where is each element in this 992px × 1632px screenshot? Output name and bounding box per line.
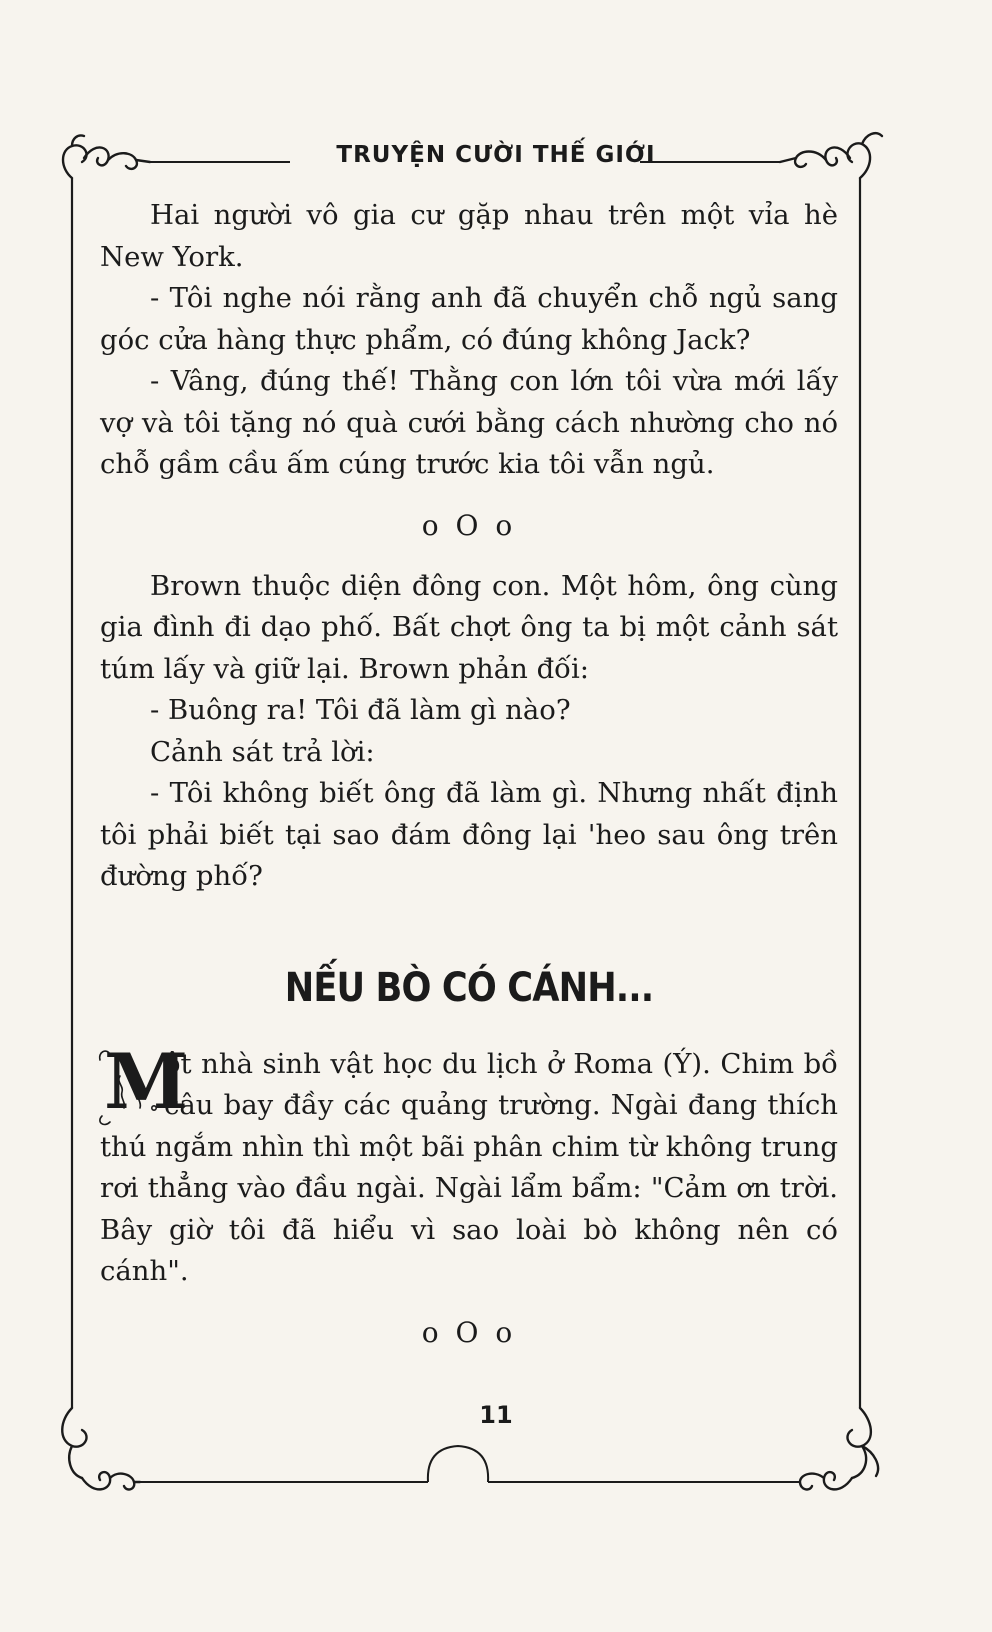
running-header-title: TRUYỆN CƯỜI THẾ GIỚI bbox=[336, 142, 656, 168]
story-1 bbox=[100, 195, 838, 486]
story-2 bbox=[100, 566, 838, 898]
section-separator: o O o bbox=[421, 1315, 517, 1349]
story-1-paragraph: - Tôi nghe nói rằng anh đã chuyển chỗ ngủ sang góc cửa hàng thực phẩm, có đúng không Jack? bbox=[100, 282, 838, 356]
section-separator: o O o bbox=[421, 508, 517, 542]
section-paragraph-text: ột nhà sinh vật học du lịch ở Roma (Ý). Chim bồ câu bay đầy các quảng trường. Ngài đang thích thú ngắm nhìn thì một bãi phân chim từ không trung rơi thẳng vào đầu ngài. Ngài lẩm bẩm: "Cảm ơn trời. Bây giờ tôi đã hiểu vì sao loài bò không nên có cánh". bbox=[100, 1047, 838, 1287]
section-title: NẾU BÒ CÓ CÁNH... bbox=[284, 964, 654, 1011]
page-body bbox=[100, 195, 838, 1373]
page-number: 11 bbox=[479, 1401, 513, 1429]
drop-cap bbox=[98, 1036, 189, 1126]
drop-cap-letter: M bbox=[104, 1036, 189, 1126]
story-2-paragraph: - Buông ra! Tôi đã làm gì nào? bbox=[150, 694, 571, 726]
story-2-paragraph: Brown thuộc diện đông con. Một hôm, ông cùng gia đình đi dạo phố. Bất chợt ông ta bị một cảnh sát túm lấy và giữ lại. Brown phản đối: bbox=[100, 569, 838, 685]
section-paragraph bbox=[100, 1036, 838, 1293]
story-2-paragraph: Cảnh sát trả lời: bbox=[150, 735, 375, 768]
story-2-paragraph: - Tôi không biết ông đã làm gì. Nhưng nhất định tôi phải biết tại sao đám đông lại 'heo sau ông trên đường phố? bbox=[100, 777, 838, 892]
story-1-paragraph: Hai người vô gia cư gặp nhau trên một vỉa hè New York. bbox=[100, 199, 838, 273]
story-1-paragraph: - Vâng, đúng thế! Thằng con lớn tôi vừa mới lấy vợ và tôi tặng nó quà cưới bằng cách nhường cho nó chỗ gầm cầu ấm cúng trước kia tôi vẫn ngủ. bbox=[100, 365, 838, 480]
